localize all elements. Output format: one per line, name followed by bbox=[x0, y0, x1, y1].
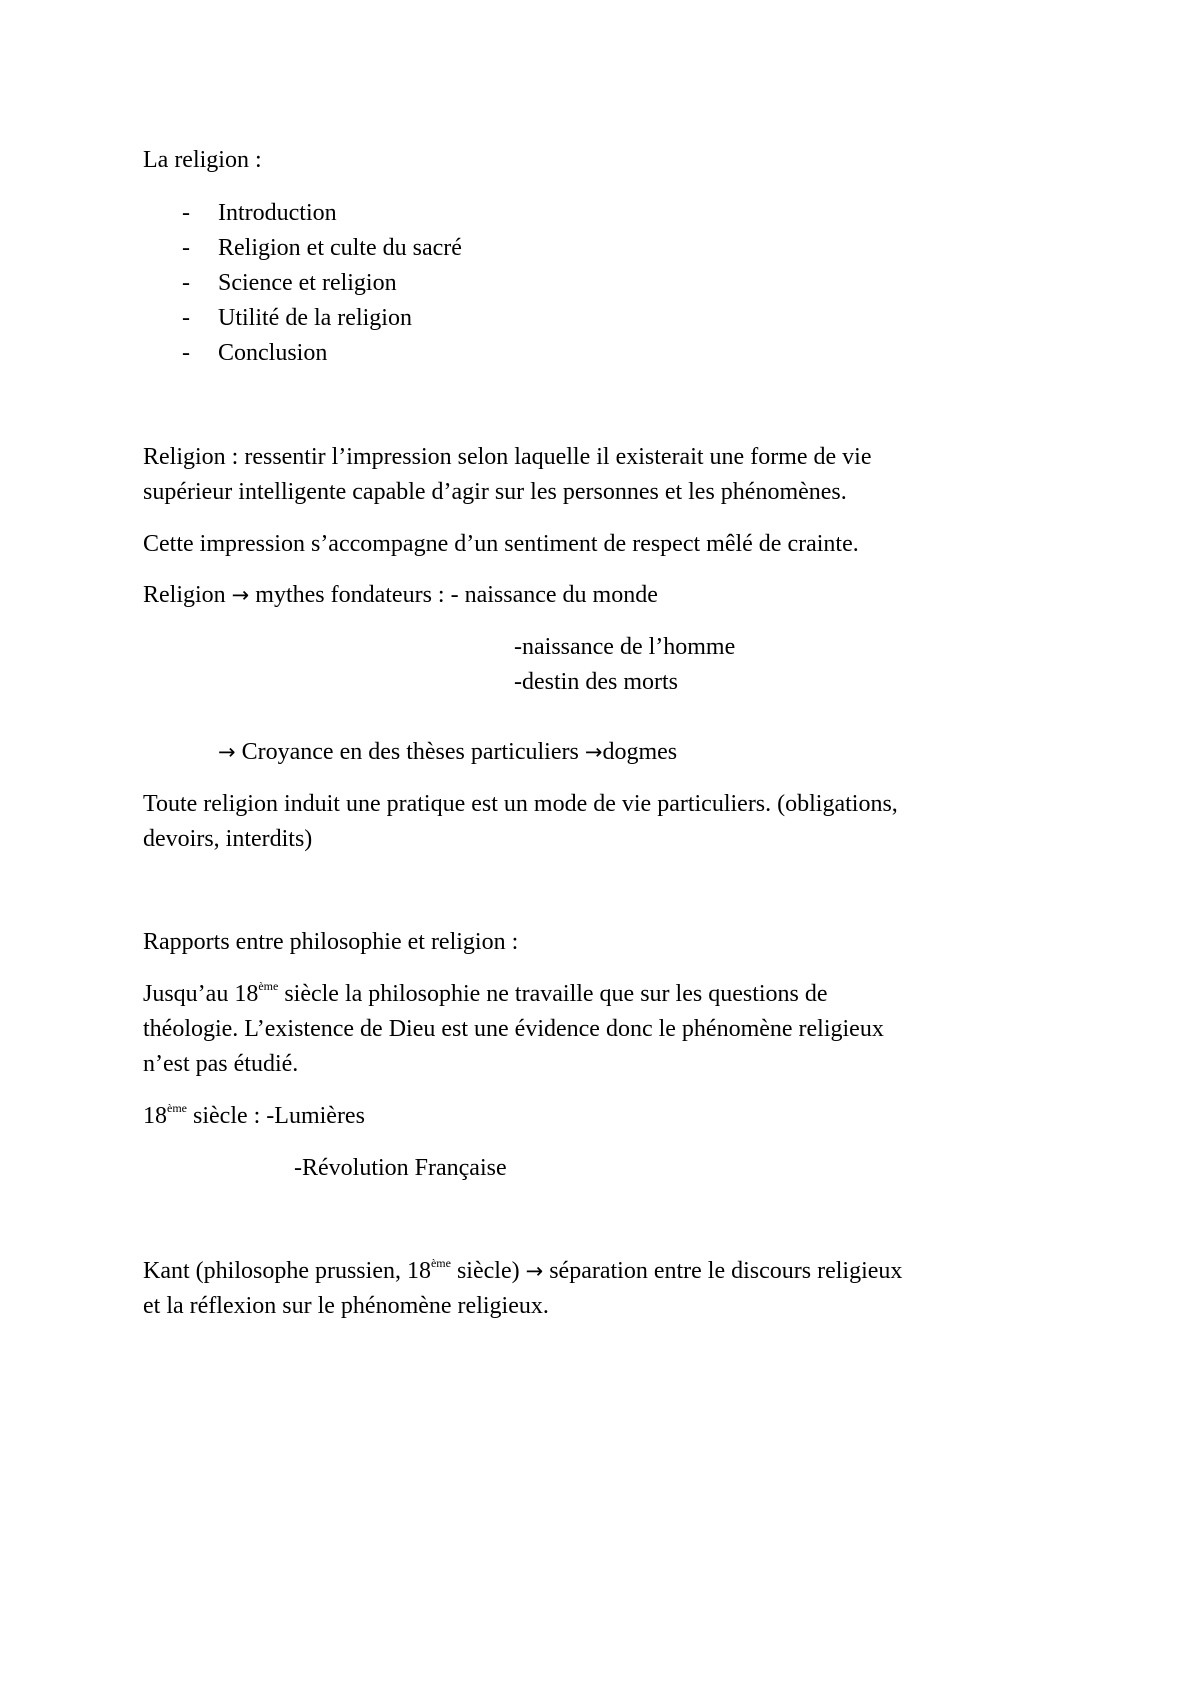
kant-text: Kant (philosophe prussien, 18 bbox=[143, 1258, 431, 1284]
bullet-dash: - bbox=[182, 235, 190, 261]
plan-item-label: Religion et culte du sacré bbox=[218, 235, 462, 261]
croyance-text: Croyance en des thèses particuliers bbox=[235, 739, 585, 765]
sentiment-paragraph: Cette impression s’accompagne d’un sentiment de respect mêlé de crainte. bbox=[143, 531, 859, 557]
mythes-item: -naissance de l’homme bbox=[514, 634, 736, 660]
bullet-dash: - bbox=[182, 200, 190, 226]
arrow-right-icon: → bbox=[525, 1259, 544, 1283]
document-title: La religion : bbox=[143, 147, 262, 173]
rapports-line: théologie. L’existence de Dieu est une évidence donc le phénomène religieux bbox=[143, 1016, 884, 1042]
mythes-text: mythes fondateurs : - naissance du monde bbox=[249, 582, 658, 608]
kant-line: et la réflexion sur le phénomène religieux. bbox=[143, 1293, 549, 1319]
pratique-line: Toute religion induit une pratique est un mode de vie particuliers. (obligations, bbox=[143, 791, 898, 817]
definition-line: supérieur intelligente capable d’agir sur les personnes et les phénomènes. bbox=[143, 479, 847, 505]
siecle-line bbox=[143, 1099, 365, 1134]
definition-line: Religion : ressentir l’impression selon laquelle il existerait une forme de vie bbox=[143, 444, 872, 470]
kant-line bbox=[143, 1254, 902, 1289]
mythes-lead: Religion bbox=[143, 582, 232, 608]
bullet-dash: - bbox=[182, 305, 190, 331]
mythes-item: -destin des morts bbox=[514, 669, 678, 695]
rapports-text: siècle la philosophie ne travaille que sur les questions de bbox=[278, 981, 828, 1007]
superscript: ème bbox=[430, 1256, 451, 1270]
arrow-right-icon: → bbox=[218, 740, 236, 764]
plan-item-label: Conclusion bbox=[218, 340, 328, 366]
croyance-line bbox=[218, 735, 677, 770]
superscript: ème bbox=[167, 1101, 187, 1115]
rapports-text: Jusqu’au 18 bbox=[143, 981, 259, 1007]
kant-text: séparation entre le discours religieux bbox=[543, 1258, 903, 1284]
rapports-line bbox=[143, 977, 828, 1012]
superscript: ème bbox=[258, 979, 279, 993]
arrow-right-icon: → bbox=[584, 740, 603, 764]
plan-item-label: Introduction bbox=[218, 200, 337, 226]
pratique-line: devoirs, interdits) bbox=[143, 826, 313, 852]
section-heading: Rapports entre philosophie et religion : bbox=[143, 929, 519, 955]
plan-item-label: Utilité de la religion bbox=[218, 305, 412, 331]
mythes-line bbox=[143, 578, 658, 613]
bullet-dash: - bbox=[182, 270, 190, 296]
rapports-line: n’est pas étudié. bbox=[143, 1051, 299, 1077]
siecle-number: 18 bbox=[143, 1103, 167, 1129]
siecle-text: siècle : -Lumières bbox=[187, 1103, 365, 1129]
bullet-dash: - bbox=[182, 340, 190, 366]
plan-item-label: Science et religion bbox=[218, 270, 397, 296]
arrow-right-icon: → bbox=[231, 583, 250, 607]
kant-text: siècle) bbox=[450, 1258, 526, 1284]
siecle-item: -Révolution Française bbox=[294, 1155, 507, 1181]
croyance-tail: dogmes bbox=[602, 739, 678, 765]
